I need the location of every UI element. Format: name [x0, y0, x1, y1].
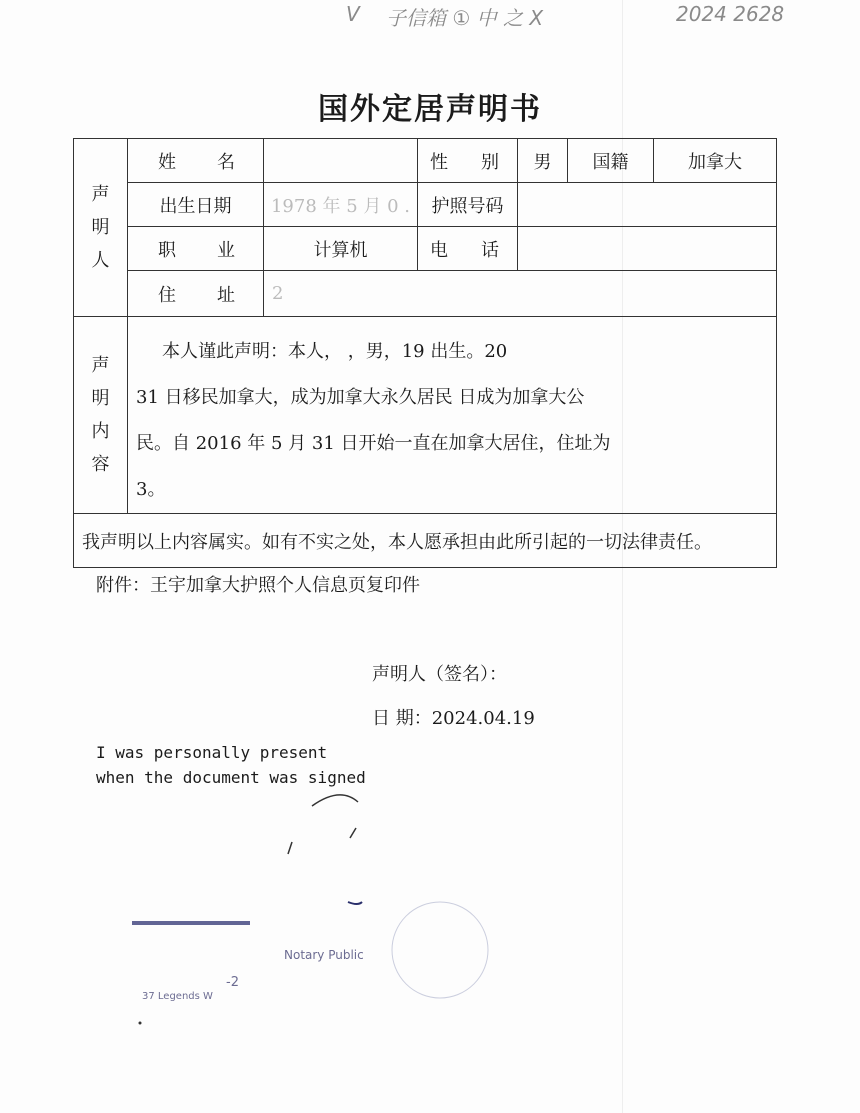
notary-statement: [96, 740, 366, 790]
content-line: 民。自 2016 年 5 月 31 日开始一直在加拿大居住，住址为: [136, 433, 611, 454]
name-label: 姓 名: [128, 139, 264, 183]
stamp-bar: [132, 921, 250, 925]
attachment-note: 附件：王宇加拿大护照个人信息页复印件: [96, 575, 420, 596]
ink-dot: [139, 1022, 142, 1025]
document-title: 国外定居声明书: [318, 92, 542, 127]
signature-stroke: [312, 795, 358, 806]
signature-stroke: [348, 902, 362, 904]
form-row-content: [74, 317, 777, 514]
nationality-value: 加拿大: [654, 139, 777, 183]
content-line: 本人谨此声明：本人， ，男，19 出生。20: [162, 341, 508, 362]
declaration-form: [73, 138, 777, 568]
notary-line: I was personally present: [96, 743, 328, 762]
signature-stroke: [288, 842, 292, 854]
address-value: 2: [264, 271, 777, 317]
form-row-name: [74, 139, 777, 183]
stamp-notary-text: Notary Public: [284, 948, 364, 962]
stamp-seal: [392, 902, 488, 998]
form-row-address: [74, 271, 777, 317]
date-line: [372, 704, 535, 730]
dob-label: 出生日期: [128, 183, 264, 227]
handwritten-number: 2024 2628: [676, 2, 785, 26]
occupation-value: 计算机: [264, 227, 418, 271]
signature-stroke: [350, 828, 356, 838]
section-content-label: 声 明 内 容: [74, 317, 128, 514]
form-row-declaration: [74, 514, 777, 568]
content-line: 31 日移民加拿大，成为加拿大永久居民 日成为加拿大公: [136, 387, 585, 408]
phone-value: [518, 227, 777, 271]
passport-value: [518, 183, 777, 227]
handwritten-note: 子信箱 ① 中 之 X: [386, 6, 544, 30]
handwritten-mark: V: [346, 2, 360, 26]
form-row-occupation: [74, 227, 777, 271]
form-row-dob: [74, 183, 777, 227]
address-label: 住 址: [128, 271, 264, 317]
occupation-label: 职 业: [128, 227, 264, 271]
date-value: 2024.04.19: [431, 708, 535, 729]
section-declarant-label: 声 明 人: [74, 139, 128, 317]
notary-line: when the document was signed: [96, 768, 366, 787]
date-label: 日 期：: [372, 708, 432, 729]
phone-label: 电 话: [418, 227, 518, 271]
nationality-label: 国籍: [568, 139, 654, 183]
stamp-number-text: -2: [226, 975, 239, 990]
gender-value: 男: [518, 139, 568, 183]
name-value: [264, 139, 418, 183]
gender-label: 性 别: [418, 139, 518, 183]
dob-value: 1978 年 5 月 0 .: [264, 183, 418, 227]
passport-label: 护照号码: [418, 183, 518, 227]
content-line: 3。: [136, 479, 166, 500]
signature-label: 声明人（签名）：: [372, 664, 507, 685]
declaration-content: [128, 317, 777, 514]
stamp-address-text: 37 Legends W: [142, 991, 213, 1002]
declaration-statement: 我声明以上内容属实。如有不实之处，本人愿承担由此所引起的一切法律责任。: [74, 514, 777, 568]
signature-line: [372, 660, 507, 686]
